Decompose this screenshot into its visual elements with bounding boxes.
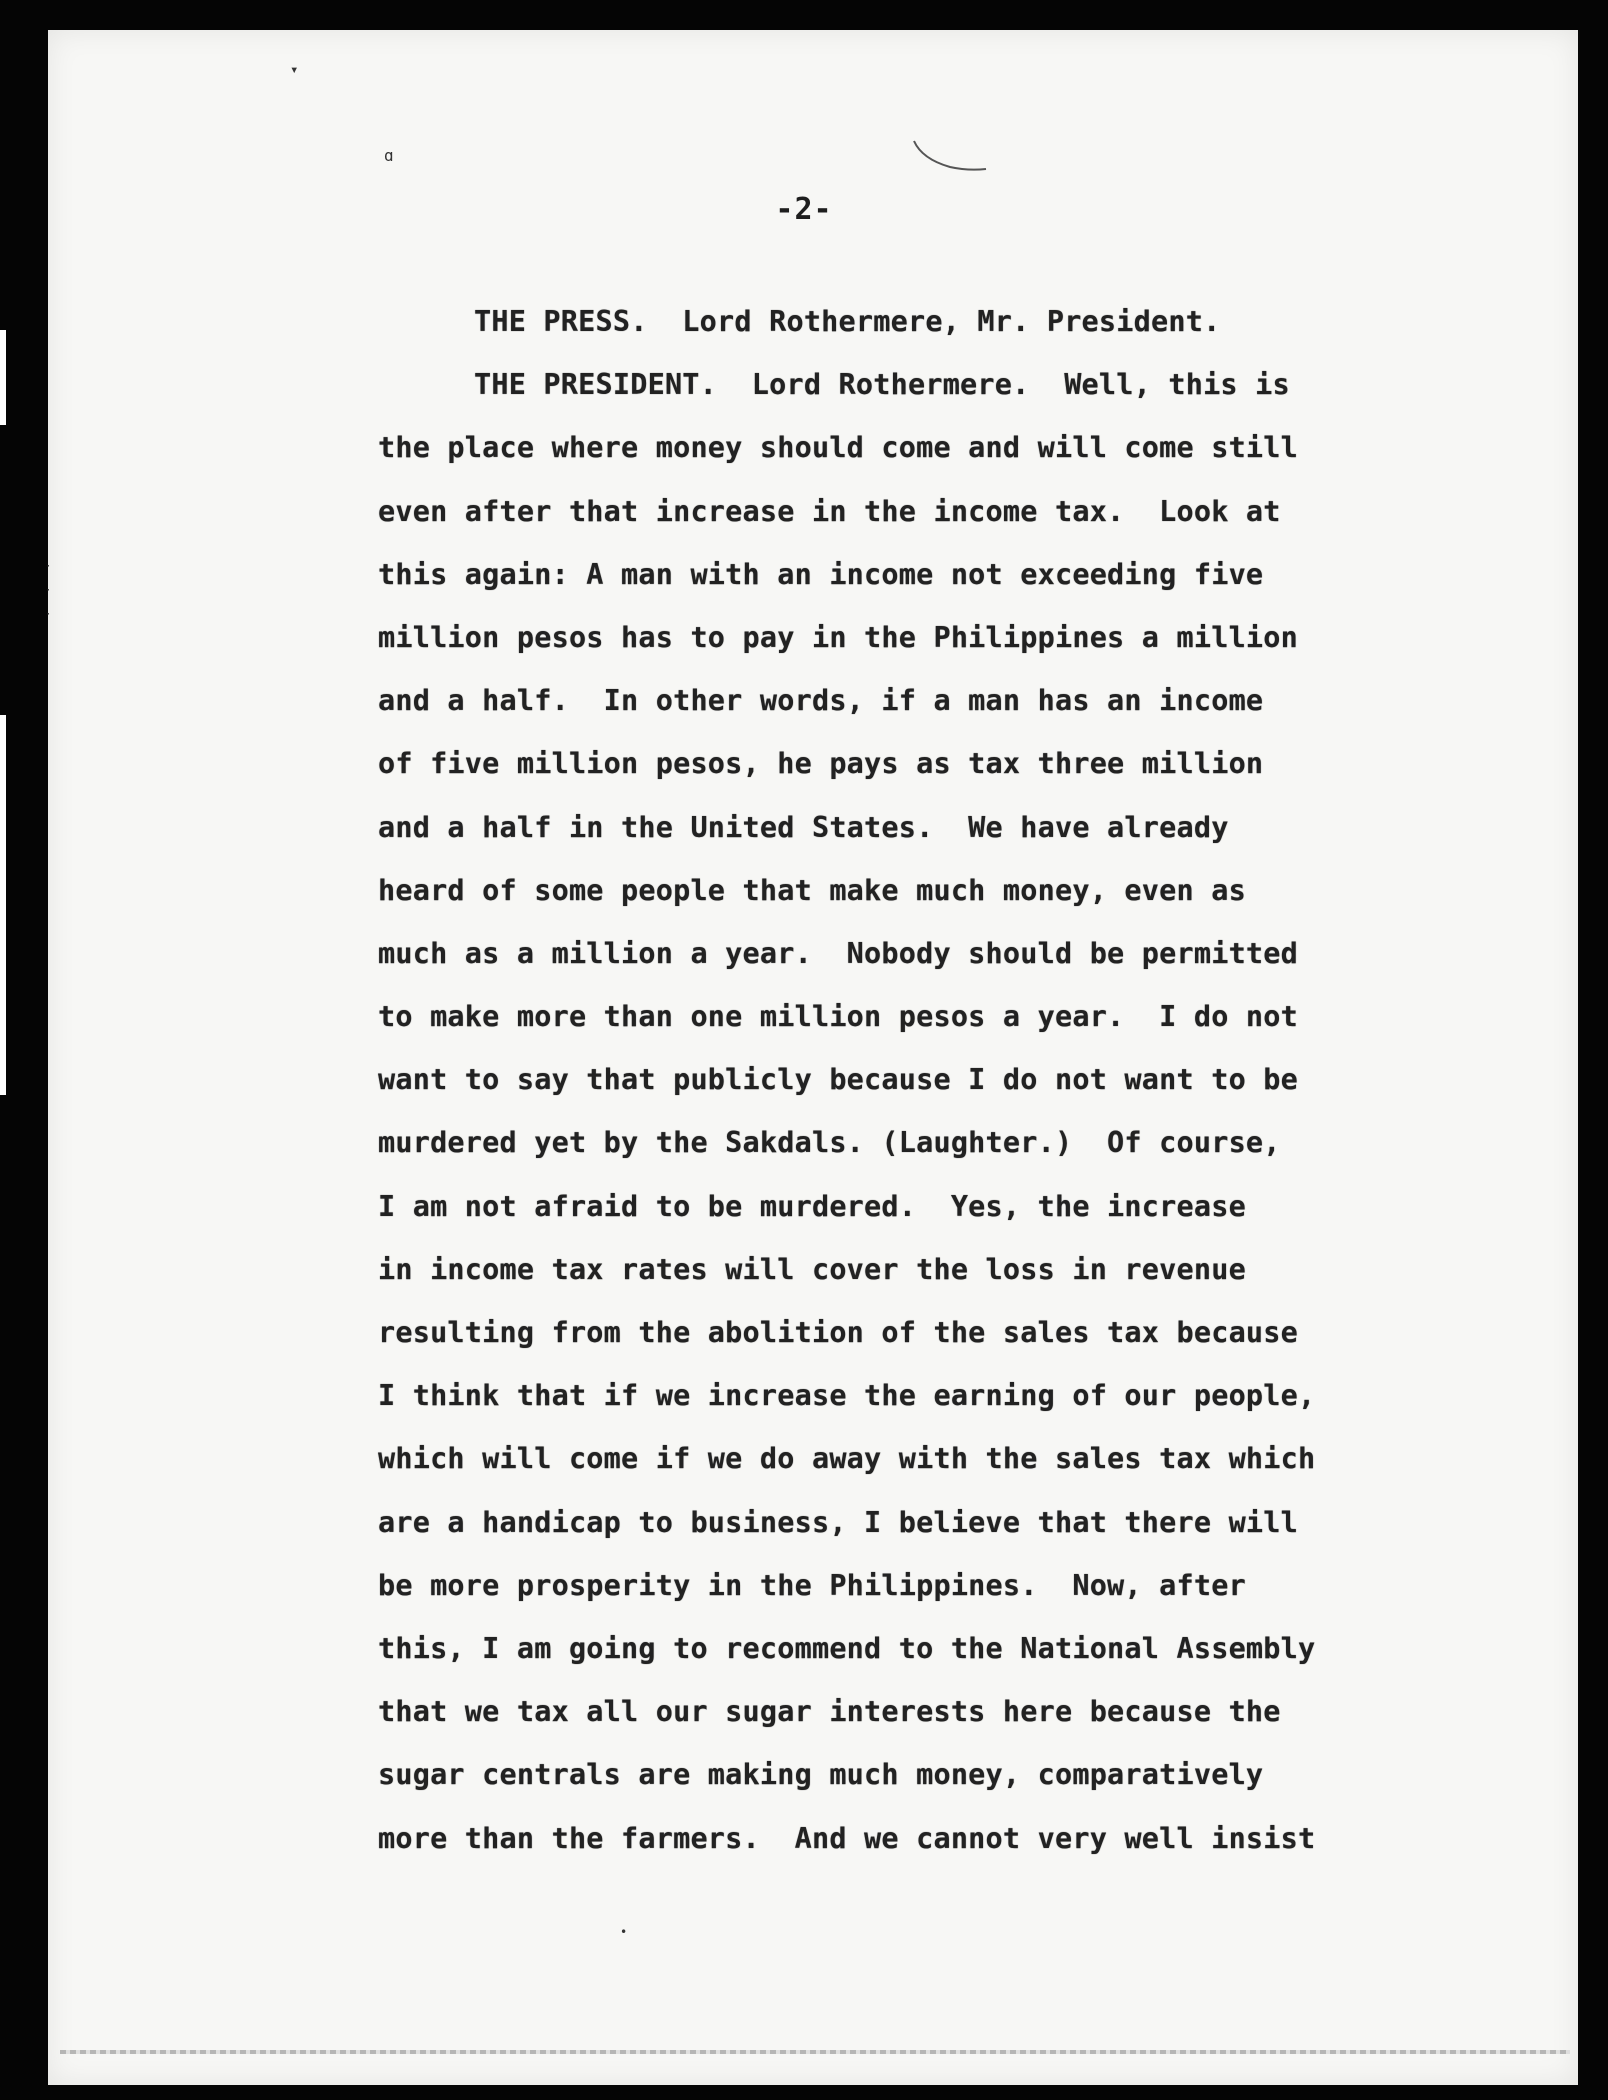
transcript-line: million pesos has to pay in the Philippines a million [378, 620, 1298, 654]
transcript-line [378, 290, 1458, 353]
stray-mark: ▾ [290, 62, 299, 78]
transcript-line: are a handicap to business, I believe that there will [378, 1505, 1298, 1539]
transcript-line: this again: A man with an income not exceeding five [378, 557, 1264, 591]
transcript-line: be more prosperity in the Philippines. Now, after [378, 1568, 1246, 1602]
transcript-line: this, I am going to recommend to the National Assembly [378, 1631, 1316, 1665]
line-text: Lord Rothermere, Mr. President. [647, 305, 1221, 338]
transcript-line: want to say that publicly because I do not want to be [378, 1063, 1298, 1097]
transcript-line: I think that if we increase the earning of our people, [378, 1379, 1316, 1413]
stray-mark: • [620, 1925, 628, 1939]
transcript-line: of five million pesos, he pays as tax three million [378, 747, 1264, 781]
stray-mark: ɑ [384, 146, 394, 165]
transcript-line: murdered yet by the Sakdals. (Laughter.) Of course, [378, 1126, 1281, 1160]
transcript-body [378, 290, 1458, 1870]
film-edge-mark [0, 330, 6, 425]
pen-stroke [910, 135, 990, 180]
film-edge-mark [0, 715, 6, 1095]
line-text: Lord Rothermere. Well, this is [717, 368, 1290, 402]
transcript-line: heard of some people that make much money, even as [378, 873, 1246, 907]
transcript-line: I am not afraid to be murdered. Yes, the increase [378, 1189, 1246, 1223]
page-number: -2- [775, 192, 833, 227]
speaker-label: THE PRESS. [474, 305, 648, 338]
transcript-line: even after that increase in the income tax. Look at [378, 494, 1281, 528]
transcript-line: the place where money should come and will come still [378, 431, 1298, 465]
transcript-line [378, 353, 1458, 416]
transcript-line: more than the farmers. And we cannot very well insist [378, 1821, 1316, 1855]
transcript-line: and a half. In other words, if a man has an income [378, 684, 1264, 718]
transcript-line: in income tax rates will cover the loss in revenue [378, 1252, 1246, 1286]
transcript-line: sugar centrals are making much money, comparatively [378, 1758, 1264, 1792]
transcript-line: and a half in the United States. We have already [378, 810, 1229, 844]
transcript-line: which will come if we do away with the sales tax which [378, 1442, 1316, 1476]
transcript-line: much as a million a year. Nobody should be permitted [378, 936, 1298, 970]
transcript-line: that we tax all our sugar interests here because the [378, 1695, 1281, 1729]
scan-bottom-edge [60, 2050, 1570, 2054]
speaker-label: THE PRESIDENT. [474, 368, 718, 402]
transcript-line: to make more than one million pesos a year. I do not [378, 1000, 1298, 1034]
transcript-line: resulting from the abolition of the sales tax because [378, 1316, 1298, 1349]
stray-mark: ˙ ˙ ˙ [44, 564, 53, 628]
